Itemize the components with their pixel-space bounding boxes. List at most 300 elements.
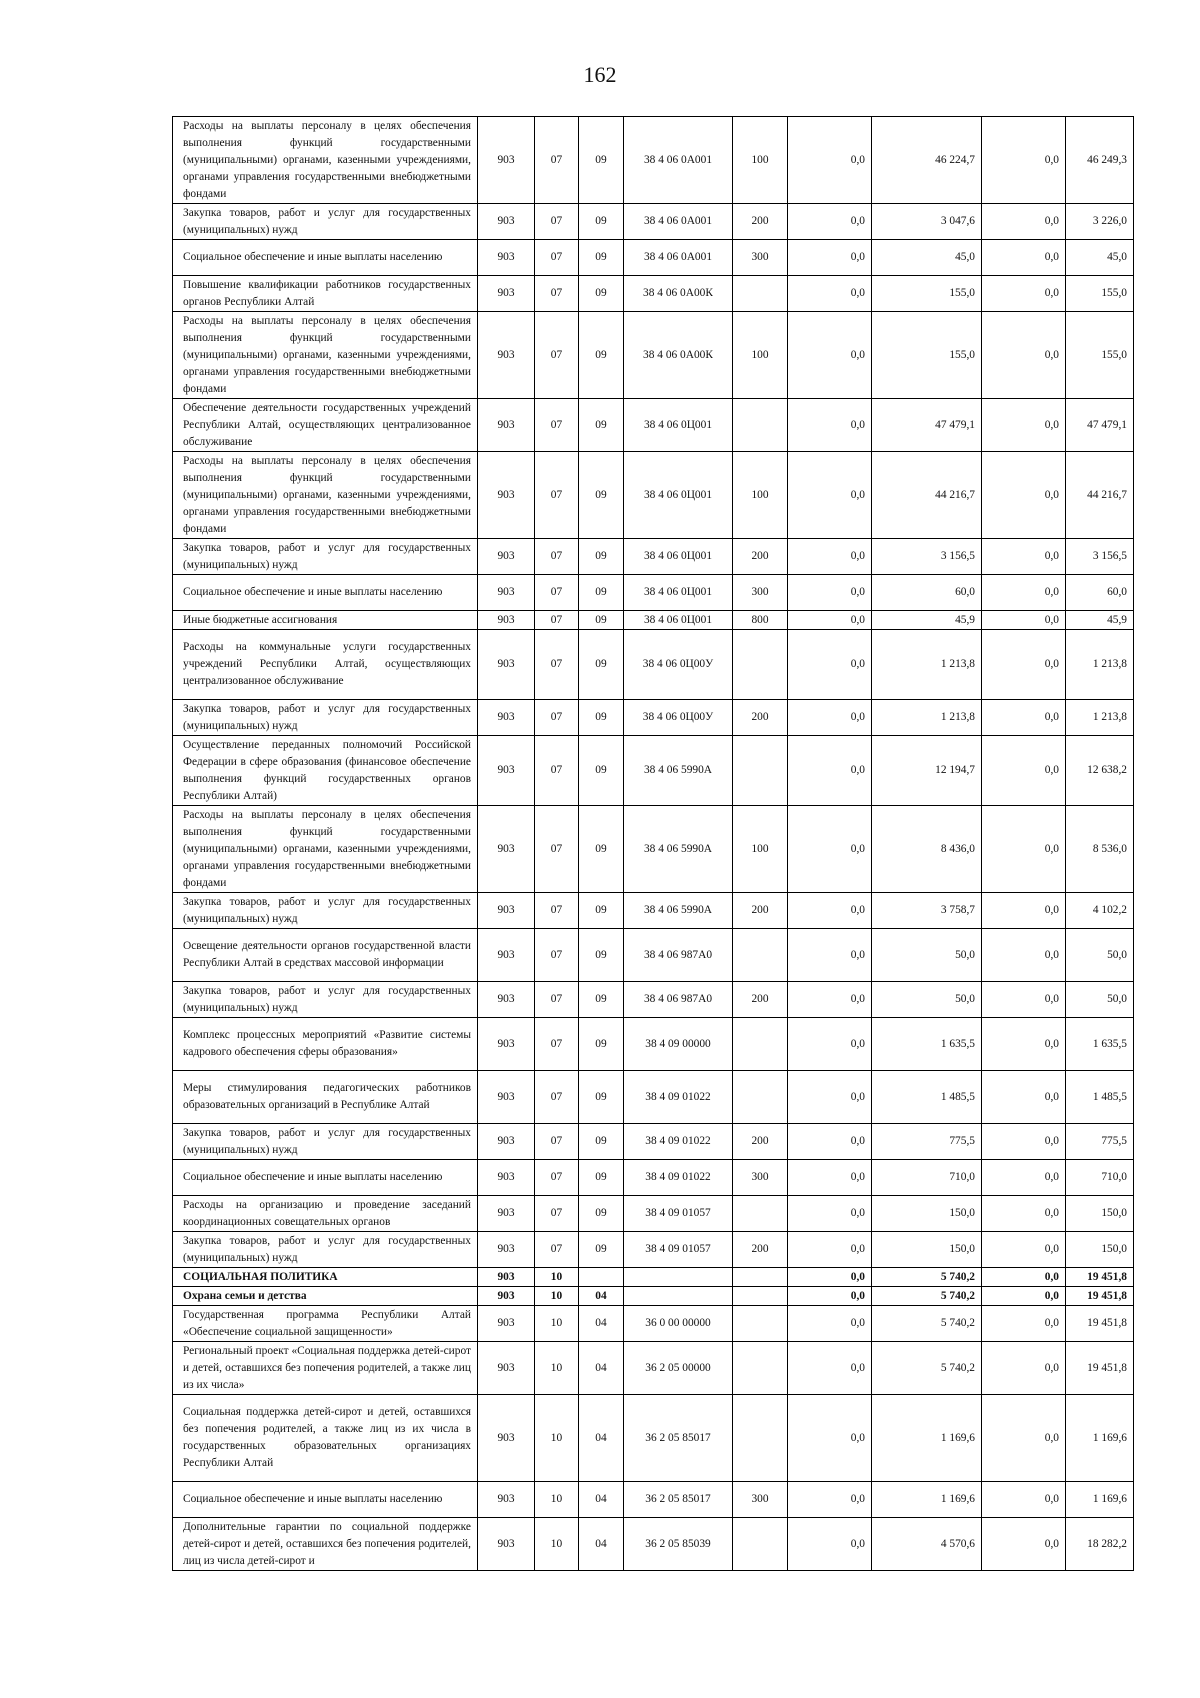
subsection-code-cell: 09: [579, 982, 624, 1018]
table-row: [173, 117, 1134, 204]
total-cell: 45,9: [1066, 611, 1134, 630]
amount-1-cell: 0,0: [788, 1160, 872, 1196]
amount-1-cell: 0,0: [788, 806, 872, 893]
subsection-code-cell: 09: [579, 452, 624, 539]
amount-2-cell: 775,5: [872, 1124, 982, 1160]
amount-2-cell: 46 224,7: [872, 117, 982, 204]
amount-2-cell: 1 169,6: [872, 1482, 982, 1518]
total-cell: 50,0: [1066, 929, 1134, 982]
amount-2-cell: 44 216,7: [872, 452, 982, 539]
expense-type-cell: 200: [733, 539, 788, 575]
section-code-cell: 07: [535, 204, 579, 240]
section-code-cell: 07: [535, 1232, 579, 1268]
amount-1-cell: 0,0: [788, 399, 872, 452]
subsection-code-cell: 09: [579, 1196, 624, 1232]
row-name-cell: Иные бюджетные ассигнования: [173, 611, 478, 630]
target-article-cell: 38 4 06 0А001: [624, 240, 733, 276]
row-name-cell: Закупка товаров, работ и услуг для государственных (муниципальных) нужд: [173, 982, 478, 1018]
subsection-code-cell: 09: [579, 736, 624, 806]
amount-1-cell: 0,0: [788, 312, 872, 399]
amount-3-cell: 0,0: [982, 1518, 1066, 1571]
target-article-cell: 38 4 06 987А0: [624, 982, 733, 1018]
total-cell: 155,0: [1066, 312, 1134, 399]
subsection-code-cell: 09: [579, 1232, 624, 1268]
section-code-cell: 07: [535, 1196, 579, 1232]
amount-1-cell: 0,0: [788, 1232, 872, 1268]
subsection-code-cell: 09: [579, 1071, 624, 1124]
amount-2-cell: 1 213,8: [872, 700, 982, 736]
total-cell: 710,0: [1066, 1160, 1134, 1196]
table-row: [173, 1018, 1134, 1071]
amount-1-cell: 0,0: [788, 1306, 872, 1342]
row-name-cell: Повышение квалификации работников государственных органов Республики Алтай: [173, 276, 478, 312]
subsection-code-cell: 09: [579, 611, 624, 630]
subsection-code-cell: 04: [579, 1482, 624, 1518]
section-code-cell: 07: [535, 806, 579, 893]
target-article-cell: 38 4 06 0Ц001: [624, 611, 733, 630]
subsection-code-cell: 04: [579, 1342, 624, 1395]
table-row: [173, 204, 1134, 240]
amount-2-cell: 5 740,2: [872, 1287, 982, 1306]
amount-3-cell: 0,0: [982, 312, 1066, 399]
amount-1-cell: 0,0: [788, 1196, 872, 1232]
ministry-code-cell: 903: [478, 276, 535, 312]
amount-3-cell: 0,0: [982, 204, 1066, 240]
target-article-cell: 38 4 09 01057: [624, 1196, 733, 1232]
table-row: [173, 806, 1134, 893]
subsection-code-cell: [579, 1268, 624, 1287]
table-row: [173, 630, 1134, 700]
subsection-code-cell: 04: [579, 1518, 624, 1571]
ministry-code-cell: 903: [478, 399, 535, 452]
amount-1-cell: 0,0: [788, 982, 872, 1018]
row-name-cell: Социальное обеспечение и иные выплаты населению: [173, 1482, 478, 1518]
total-cell: 3 156,5: [1066, 539, 1134, 575]
expense-type-cell: 800: [733, 611, 788, 630]
ministry-code-cell: 903: [478, 982, 535, 1018]
row-name-cell: Расходы на выплаты персоналу в целях обеспечения выполнения функций государственными (муниципальными) органами, казенными учреждениями, органами управления государственными внебюджетными фондами: [173, 312, 478, 399]
amount-2-cell: 45,0: [872, 240, 982, 276]
section-code-cell: 07: [535, 1124, 579, 1160]
total-cell: 60,0: [1066, 575, 1134, 611]
total-cell: 1 635,5: [1066, 1018, 1134, 1071]
section-code-cell: 07: [535, 1071, 579, 1124]
table-row: [173, 1160, 1134, 1196]
table-row: [173, 399, 1134, 452]
total-cell: 8 536,0: [1066, 806, 1134, 893]
amount-1-cell: 0,0: [788, 1518, 872, 1571]
total-cell: 12 638,2: [1066, 736, 1134, 806]
amount-3-cell: 0,0: [982, 893, 1066, 929]
subsection-code-cell: 09: [579, 117, 624, 204]
table-row: [173, 276, 1134, 312]
subsection-code-cell: 04: [579, 1395, 624, 1482]
target-article-cell: 38 4 09 01022: [624, 1071, 733, 1124]
section-code-cell: 07: [535, 736, 579, 806]
row-name-cell: Освещение деятельности органов государственной власти Республики Алтай в средствах массовой информации: [173, 929, 478, 982]
total-cell: 19 451,8: [1066, 1306, 1134, 1342]
amount-2-cell: 150,0: [872, 1232, 982, 1268]
amount-1-cell: 0,0: [788, 630, 872, 700]
expense-type-cell: 100: [733, 117, 788, 204]
row-name-cell: Закупка товаров, работ и услуг для государственных (муниципальных) нужд: [173, 1124, 478, 1160]
table-row: [173, 1342, 1134, 1395]
expense-type-cell: [733, 399, 788, 452]
ministry-code-cell: 903: [478, 1287, 535, 1306]
subsection-code-cell: 09: [579, 539, 624, 575]
ministry-code-cell: 903: [478, 1395, 535, 1482]
ministry-code-cell: 903: [478, 1071, 535, 1124]
ministry-code-cell: 903: [478, 1232, 535, 1268]
amount-2-cell: 155,0: [872, 312, 982, 399]
section-code-cell: 07: [535, 700, 579, 736]
row-name-cell: Социальная поддержка детей-сирот и детей, оставшихся без попечения родителей, а также лиц из их числа в государственных образовательных организациях Республики Алтай: [173, 1395, 478, 1482]
amount-2-cell: 4 570,6: [872, 1518, 982, 1571]
total-cell: 4 102,2: [1066, 893, 1134, 929]
row-name-cell: Расходы на организацию и проведение заседаний координационных совещательных органов: [173, 1196, 478, 1232]
total-cell: 1 169,6: [1066, 1482, 1134, 1518]
amount-2-cell: 710,0: [872, 1160, 982, 1196]
ministry-code-cell: 903: [478, 1306, 535, 1342]
amount-1-cell: 0,0: [788, 929, 872, 982]
amount-1-cell: 0,0: [788, 611, 872, 630]
amount-3-cell: 0,0: [982, 611, 1066, 630]
target-article-cell: 38 4 09 01022: [624, 1160, 733, 1196]
section-code-cell: 07: [535, 893, 579, 929]
row-name-cell: Осуществление переданных полномочий Российской Федерации в сфере образования (финансовое обеспечение выполнения функций государственных органов Республики Алтай): [173, 736, 478, 806]
expense-type-cell: [733, 736, 788, 806]
subsection-code-cell: 04: [579, 1287, 624, 1306]
expense-type-cell: [733, 1306, 788, 1342]
amount-1-cell: 0,0: [788, 893, 872, 929]
total-cell: 3 226,0: [1066, 204, 1134, 240]
section-code-cell: 10: [535, 1306, 579, 1342]
amount-1-cell: 0,0: [788, 276, 872, 312]
amount-2-cell: 1 635,5: [872, 1018, 982, 1071]
section-code-cell: 07: [535, 240, 579, 276]
row-name-cell: Социальное обеспечение и иные выплаты населению: [173, 575, 478, 611]
section-code-cell: 10: [535, 1518, 579, 1571]
amount-2-cell: 3 758,7: [872, 893, 982, 929]
total-cell: 50,0: [1066, 982, 1134, 1018]
section-code-cell: 07: [535, 929, 579, 982]
amount-1-cell: 0,0: [788, 117, 872, 204]
expense-type-cell: 200: [733, 1232, 788, 1268]
subsection-code-cell: 09: [579, 630, 624, 700]
amount-2-cell: 5 740,2: [872, 1268, 982, 1287]
subsection-code-cell: 09: [579, 700, 624, 736]
target-article-cell: 38 4 06 0Ц001: [624, 575, 733, 611]
amount-1-cell: 0,0: [788, 240, 872, 276]
ministry-code-cell: 903: [478, 806, 535, 893]
section-code-cell: 10: [535, 1268, 579, 1287]
amount-1-cell: 0,0: [788, 1287, 872, 1306]
row-name-cell: Охрана семьи и детства: [173, 1287, 478, 1306]
section-code-cell: 07: [535, 611, 579, 630]
target-article-cell: 38 4 06 5990А: [624, 893, 733, 929]
row-name-cell: Комплекс процессных мероприятий «Развитие системы кадрового обеспечения сферы образования»: [173, 1018, 478, 1071]
amount-3-cell: 0,0: [982, 452, 1066, 539]
total-cell: 47 479,1: [1066, 399, 1134, 452]
target-article-cell: 38 4 06 0Ц001: [624, 539, 733, 575]
total-cell: 45,0: [1066, 240, 1134, 276]
row-name-cell: Закупка товаров, работ и услуг для государственных (муниципальных) нужд: [173, 700, 478, 736]
target-article-cell: 38 4 09 01057: [624, 1232, 733, 1268]
amount-1-cell: 0,0: [788, 452, 872, 539]
amount-3-cell: 0,0: [982, 1232, 1066, 1268]
subsection-code-cell: 09: [579, 1018, 624, 1071]
section-code-cell: 10: [535, 1482, 579, 1518]
amount-3-cell: 0,0: [982, 700, 1066, 736]
amount-3-cell: 0,0: [982, 399, 1066, 452]
row-name-cell: Меры стимулирования педагогических работников образовательных организаций в Республике Алтай: [173, 1071, 478, 1124]
amount-3-cell: 0,0: [982, 240, 1066, 276]
total-cell: 19 451,8: [1066, 1268, 1134, 1287]
expense-type-cell: [733, 929, 788, 982]
ministry-code-cell: 903: [478, 1160, 535, 1196]
expense-type-cell: 200: [733, 982, 788, 1018]
table-row: [173, 539, 1134, 575]
amount-1-cell: 0,0: [788, 204, 872, 240]
target-article-cell: 36 0 00 00000: [624, 1306, 733, 1342]
amount-3-cell: 0,0: [982, 1287, 1066, 1306]
target-article-cell: 38 4 06 0А00К: [624, 312, 733, 399]
ministry-code-cell: 903: [478, 893, 535, 929]
amount-2-cell: 45,9: [872, 611, 982, 630]
expense-type-cell: [733, 1071, 788, 1124]
expense-type-cell: [733, 1018, 788, 1071]
subsection-code-cell: 09: [579, 1124, 624, 1160]
subsection-code-cell: 09: [579, 276, 624, 312]
target-article-cell: [624, 1287, 733, 1306]
expense-type-cell: [733, 1518, 788, 1571]
subsection-code-cell: 09: [579, 399, 624, 452]
amount-2-cell: 8 436,0: [872, 806, 982, 893]
table-row: [173, 1124, 1134, 1160]
ministry-code-cell: 903: [478, 611, 535, 630]
amount-3-cell: 0,0: [982, 929, 1066, 982]
page-number: 162: [583, 62, 617, 87]
target-article-cell: 38 4 06 0А00К: [624, 276, 733, 312]
table-row: [173, 1287, 1134, 1306]
section-code-cell: 07: [535, 312, 579, 399]
ministry-code-cell: 903: [478, 204, 535, 240]
ministry-code-cell: 903: [478, 630, 535, 700]
expense-type-cell: 300: [733, 575, 788, 611]
row-name-cell: Социальное обеспечение и иные выплаты населению: [173, 240, 478, 276]
subsection-code-cell: 09: [579, 929, 624, 982]
ministry-code-cell: 903: [478, 1342, 535, 1395]
subsection-code-cell: 09: [579, 312, 624, 399]
ministry-code-cell: 903: [478, 1268, 535, 1287]
row-name-cell: Закупка товаров, работ и услуг для государственных (муниципальных) нужд: [173, 539, 478, 575]
amount-3-cell: 0,0: [982, 1018, 1066, 1071]
table-row: [173, 1071, 1134, 1124]
expense-type-cell: 200: [733, 204, 788, 240]
subsection-code-cell: 09: [579, 240, 624, 276]
expense-type-cell: [733, 1196, 788, 1232]
row-name-cell: Социальное обеспечение и иные выплаты населению: [173, 1160, 478, 1196]
amount-1-cell: 0,0: [788, 1482, 872, 1518]
expense-type-cell: 300: [733, 1482, 788, 1518]
budget-table: [172, 116, 1134, 1571]
target-article-cell: 36 2 05 85039: [624, 1518, 733, 1571]
amount-2-cell: 5 740,2: [872, 1306, 982, 1342]
target-article-cell: 38 4 06 5990А: [624, 736, 733, 806]
table-row: [173, 1196, 1134, 1232]
amount-3-cell: 0,0: [982, 575, 1066, 611]
target-article-cell: 38 4 09 01022: [624, 1124, 733, 1160]
amount-3-cell: 0,0: [982, 1160, 1066, 1196]
ministry-code-cell: 903: [478, 452, 535, 539]
amount-3-cell: 0,0: [982, 1482, 1066, 1518]
target-article-cell: 38 4 06 0Ц00У: [624, 630, 733, 700]
target-article-cell: 38 4 09 00000: [624, 1018, 733, 1071]
amount-1-cell: 0,0: [788, 700, 872, 736]
subsection-code-cell: 09: [579, 806, 624, 893]
subsection-code-cell: 09: [579, 893, 624, 929]
amount-1-cell: 0,0: [788, 1071, 872, 1124]
amount-2-cell: 5 740,2: [872, 1342, 982, 1395]
expense-type-cell: 100: [733, 312, 788, 399]
table-row: [173, 1518, 1134, 1571]
amount-3-cell: 0,0: [982, 1342, 1066, 1395]
row-name-cell: Закупка товаров, работ и услуг для государственных (муниципальных) нужд: [173, 893, 478, 929]
expense-type-cell: 100: [733, 452, 788, 539]
amount-1-cell: 0,0: [788, 736, 872, 806]
ministry-code-cell: 903: [478, 1018, 535, 1071]
total-cell: 1 213,8: [1066, 630, 1134, 700]
total-cell: 155,0: [1066, 276, 1134, 312]
section-code-cell: 07: [535, 982, 579, 1018]
amount-3-cell: 0,0: [982, 736, 1066, 806]
amount-3-cell: 0,0: [982, 1395, 1066, 1482]
total-cell: 1 485,5: [1066, 1071, 1134, 1124]
amount-3-cell: 0,0: [982, 539, 1066, 575]
total-cell: 19 451,8: [1066, 1287, 1134, 1306]
expense-type-cell: [733, 276, 788, 312]
row-name-cell: Расходы на выплаты персоналу в целях обеспечения выполнения функций государственными (муниципальными) органами, казенными учреждениями, органами управления государственными внебюджетными фондами: [173, 117, 478, 204]
table-row: [173, 611, 1134, 630]
subsection-code-cell: 09: [579, 204, 624, 240]
expense-type-cell: 200: [733, 700, 788, 736]
amount-2-cell: 3 047,6: [872, 204, 982, 240]
expense-type-cell: 200: [733, 1124, 788, 1160]
ministry-code-cell: 903: [478, 1196, 535, 1232]
amount-2-cell: 50,0: [872, 929, 982, 982]
table-row: [173, 982, 1134, 1018]
table-row: [173, 700, 1134, 736]
table-row: [173, 1482, 1134, 1518]
ministry-code-cell: 903: [478, 312, 535, 399]
amount-2-cell: 50,0: [872, 982, 982, 1018]
amount-3-cell: 0,0: [982, 1071, 1066, 1124]
expense-type-cell: 300: [733, 1160, 788, 1196]
total-cell: 46 249,3: [1066, 117, 1134, 204]
expense-type-cell: [733, 1287, 788, 1306]
subsection-code-cell: 04: [579, 1306, 624, 1342]
section-code-cell: 07: [535, 1160, 579, 1196]
table-row: [173, 575, 1134, 611]
section-code-cell: 07: [535, 630, 579, 700]
expense-type-cell: [733, 1395, 788, 1482]
amount-2-cell: 60,0: [872, 575, 982, 611]
total-cell: 150,0: [1066, 1196, 1134, 1232]
amount-3-cell: 0,0: [982, 806, 1066, 893]
target-article-cell: 38 4 06 0А001: [624, 204, 733, 240]
row-name-cell: Закупка товаров, работ и услуг для государственных (муниципальных) нужд: [173, 204, 478, 240]
section-code-cell: 07: [535, 117, 579, 204]
amount-2-cell: 1 213,8: [872, 630, 982, 700]
expense-type-cell: 100: [733, 806, 788, 893]
amount-1-cell: 0,0: [788, 1124, 872, 1160]
row-name-cell: Расходы на коммунальные услуги государственных учреждений Республики Алтай, осуществляющих централизованное обслуживание: [173, 630, 478, 700]
amount-1-cell: 0,0: [788, 1342, 872, 1395]
amount-2-cell: 1 485,5: [872, 1071, 982, 1124]
amount-3-cell: 0,0: [982, 1196, 1066, 1232]
target-article-cell: 38 4 06 0Ц001: [624, 399, 733, 452]
amount-2-cell: 12 194,7: [872, 736, 982, 806]
total-cell: 150,0: [1066, 1232, 1134, 1268]
expense-type-cell: [733, 1268, 788, 1287]
ministry-code-cell: 903: [478, 117, 535, 204]
expense-type-cell: 300: [733, 240, 788, 276]
subsection-code-cell: 09: [579, 1160, 624, 1196]
target-article-cell: 38 4 06 0Ц001: [624, 452, 733, 539]
amount-2-cell: 47 479,1: [872, 399, 982, 452]
table-row: [173, 1395, 1134, 1482]
ministry-code-cell: 903: [478, 1482, 535, 1518]
amount-2-cell: 150,0: [872, 1196, 982, 1232]
amount-3-cell: 0,0: [982, 1268, 1066, 1287]
section-code-cell: 10: [535, 1342, 579, 1395]
total-cell: 1 169,6: [1066, 1395, 1134, 1482]
amount-1-cell: 0,0: [788, 539, 872, 575]
expense-type-cell: [733, 630, 788, 700]
amount-3-cell: 0,0: [982, 117, 1066, 204]
amount-1-cell: 0,0: [788, 1268, 872, 1287]
table-row: [173, 240, 1134, 276]
target-article-cell: 38 4 06 987А0: [624, 929, 733, 982]
row-name-cell: Закупка товаров, работ и услуг для государственных (муниципальных) нужд: [173, 1232, 478, 1268]
target-article-cell: [624, 1268, 733, 1287]
subsection-code-cell: 09: [579, 575, 624, 611]
section-code-cell: 07: [535, 452, 579, 539]
section-code-cell: 07: [535, 575, 579, 611]
amount-2-cell: 3 156,5: [872, 539, 982, 575]
ministry-code-cell: 903: [478, 1124, 535, 1160]
ministry-code-cell: 903: [478, 1518, 535, 1571]
row-name-cell: Дополнительные гарантии по социальной поддержке детей-сирот и детей, оставшихся без попечения родителей, лиц из числа детей-сирот и: [173, 1518, 478, 1571]
table-row: [173, 1268, 1134, 1287]
row-name-cell: Обеспечение деятельности государственных учреждений Республики Алтай, осуществляющих централизованное обслуживание: [173, 399, 478, 452]
table-row: [173, 1232, 1134, 1268]
amount-3-cell: 0,0: [982, 630, 1066, 700]
expense-type-cell: [733, 1342, 788, 1395]
target-article-cell: 36 2 05 00000: [624, 1342, 733, 1395]
section-code-cell: 07: [535, 399, 579, 452]
amount-3-cell: 0,0: [982, 276, 1066, 312]
ministry-code-cell: 903: [478, 575, 535, 611]
section-code-cell: 07: [535, 539, 579, 575]
amount-1-cell: 0,0: [788, 1395, 872, 1482]
row-name-cell: Расходы на выплаты персоналу в целях обеспечения выполнения функций государственными (муниципальными) органами, казенными учреждениями, органами управления государственными внебюджетными фондами: [173, 452, 478, 539]
row-name-cell: Расходы на выплаты персоналу в целях обеспечения выполнения функций государственными (муниципальными) органами, казенными учреждениями, органами управления государственными внебюджетными фондами: [173, 806, 478, 893]
ministry-code-cell: 903: [478, 700, 535, 736]
row-name-cell: СОЦИАЛЬНАЯ ПОЛИТИКА: [173, 1268, 478, 1287]
target-article-cell: 38 4 06 0Ц00У: [624, 700, 733, 736]
row-name-cell: Государственная программа Республики Алтай «Обеспечение социальной защищенности»: [173, 1306, 478, 1342]
